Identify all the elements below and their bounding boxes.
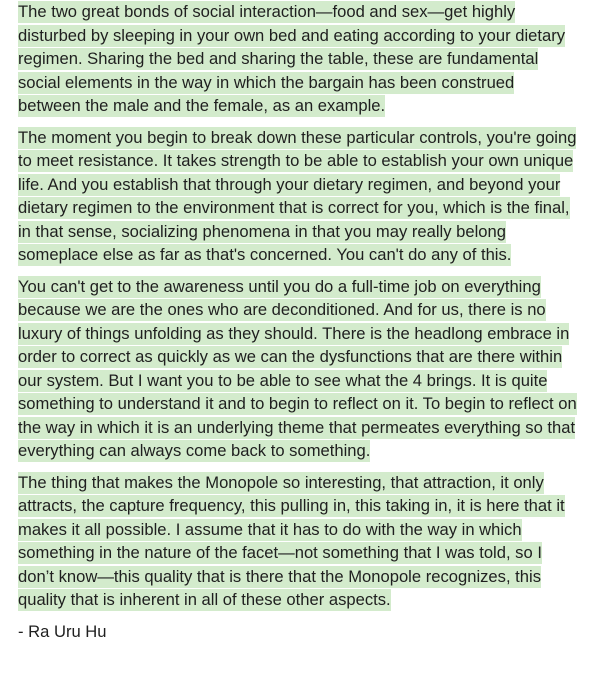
quote-paragraph-1	[18, 0, 578, 118]
attribution: - Ra Uru Hu	[18, 621, 107, 641]
quote-paragraph-2	[18, 126, 578, 267]
highlighted-text[interactable]: The two great bonds of social interaction—food and sex—get highly disturbed by sleeping in your own bed and eating according to your dietary regimen. Sharing the bed and sharing the table, these are fundamental social elements in the way in which the bargain has been construed between the male and the female, as an example.	[18, 2, 566, 115]
highlighted-text[interactable]: The thing that makes the Monopole so interesting, that attraction, it only attracts, the capture frequency, this pulling in, this taking in, it is here that it makes it all possible. I assume that it has to do with the way in which something in the nature of the facet—not something that I was told, so I don’t know—this quality that is there that the Monopole recognizes, this quality that is inherent in all of these other aspects.	[18, 472, 565, 609]
highlighted-text[interactable]: You can't get to the awareness until you do a full-time job on everything because we are the ones who are deconditioned. And for us, there is no luxury of things unfolding as they should. There is the headlong embrace in order to correct as quickly as we can the dysfunctions that are there within our system. But I want you to be able to see what the 4 brings. It is quite something to understand it and to begin to reflect on it. To begin to reflect on the way in which it is an underlying theme that permeates everything so that everything can always come back to something.	[18, 276, 577, 460]
quote-paragraph-3	[18, 275, 578, 463]
quote-paragraph-4	[18, 471, 578, 612]
quote-document	[18, 0, 578, 643]
highlighted-text[interactable]: The moment you begin to break down these particular controls, you're going to meet resistance. It takes strength to be able to establish your own unique life. And you establish that through your dietary regimen, and beyond your dietary regimen to the environment that is correct for you, which is the final, in that sense, socializing phenomena in that you may really belong someplace else as far as that's concerned. You can't do any of this.	[18, 127, 577, 264]
